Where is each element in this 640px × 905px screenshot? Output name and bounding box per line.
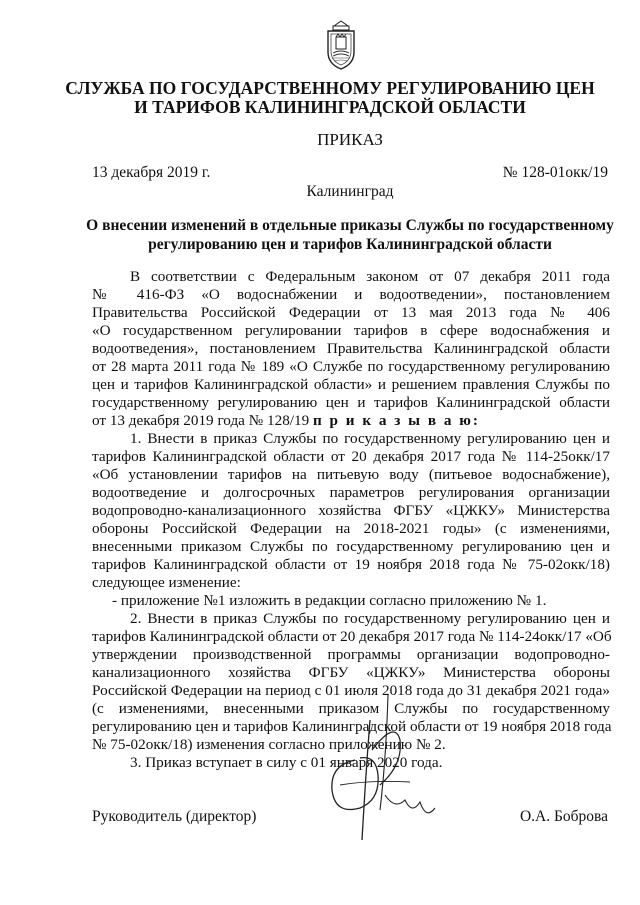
body-line: № 416-ФЗ «О водоснабжении и водоотведении», постановлением bbox=[92, 286, 610, 303]
document-title: ПРИКАЗ bbox=[317, 130, 383, 149]
body-line: 1. Внести в приказ Службы по государственному регулированию цен и bbox=[130, 430, 610, 447]
body-line: канализационного хозяйства ФГБУ «ЦЖКУ» Министерства обороны bbox=[92, 664, 610, 681]
body-line: от 28 марта 2011 года № 189 «О Службе по государственному регулированию bbox=[92, 358, 610, 375]
body-line: «О государственном регулировании тарифов в сфере водоснабжения и bbox=[92, 322, 610, 339]
handwritten-signature bbox=[300, 690, 450, 860]
body-line: Российской Федерации на период с 01 июля 2018 года до 31 декабря 2021 года» bbox=[92, 682, 610, 699]
order-verb: п р и к а з ы в а ю: bbox=[313, 412, 480, 429]
agency-name-line2: И ТАРИФОВ КАЛИНИНГРАДСКОЙ ОБЛАСТИ bbox=[134, 97, 526, 117]
body-line: «Об установлении тарифов на питьевую воду (питьевое водоснабжение), bbox=[92, 466, 610, 483]
order-city: Калининград bbox=[306, 183, 394, 200]
body-list-item: - приложение №1 изложить в редакции согласно приложению № 1. bbox=[112, 592, 547, 609]
body-line: обороны Российской Федерации на 2018-2021 годы» (с изменениями, bbox=[92, 520, 610, 537]
order-subject-line2: регулированию цен и тарифов Калининградской области bbox=[148, 236, 552, 253]
body-text: от 13 декабря 2019 года № 128/19 bbox=[92, 412, 313, 429]
body-line: (с изменениями, внесенными приказом Службы по государственному bbox=[92, 700, 610, 717]
body-line: В соответствии с Федеральным законом от 07 декабря 2011 года bbox=[130, 268, 610, 285]
signer-role: Руководитель (директор) bbox=[92, 808, 257, 825]
body-line: цен и тарифов Калининградской области» и решением правления Службы по bbox=[92, 376, 610, 393]
body-line: 2. Внести в приказ Службы по государственному регулированию цен и bbox=[130, 610, 610, 627]
order-number: № 128-01окк/19 bbox=[502, 164, 608, 181]
body-line: внесенными приказом Службы по государственному регулированию цен и bbox=[92, 538, 610, 555]
coat-of-arms-icon bbox=[324, 20, 358, 70]
signer-name: О.А. Боброва bbox=[519, 808, 608, 825]
body-line: 3. Приказ вступает в силу с 01 января 2020 года. bbox=[130, 754, 443, 771]
body-line-order-verb bbox=[92, 412, 610, 430]
order-date: 13 декабря 2019 г. bbox=[92, 164, 211, 181]
body-line: утверждении производственной программы организации водопроводно- bbox=[92, 646, 610, 663]
body-line: Правительства Российской Федерации от 13 мая 2013 года № 406 bbox=[92, 304, 610, 321]
order-subject-line1: О внесении изменений в отдельные приказы Службы по государственному bbox=[86, 217, 614, 234]
body-line: водоотведение и долгосрочных параметров регулирования организации bbox=[92, 484, 610, 501]
agency-name-line1: СЛУЖБА ПО ГОСУДАРСТВЕННОМУ РЕГУЛИРОВАНИЮ ЦЕН bbox=[65, 78, 595, 98]
body-line: № 75-02окк/18) изменения согласно приложению № 2. bbox=[92, 736, 446, 753]
body-line: водопроводно-канализационного хозяйства ФГБУ «ЦЖКУ» Министерства bbox=[92, 502, 610, 519]
body-line: следующее изменение: bbox=[92, 574, 241, 591]
body-line: тарифов Калининградской области от 20 декабря 2017 года № 114-24окк/17 «Об bbox=[92, 628, 612, 645]
body-line: тарифов Калининградской области от 19 ноября 2018 года № 75-02окк/18) bbox=[92, 556, 610, 573]
body-line: регулированию цен и тарифов Калининградской области от 19 ноября 2018 года bbox=[92, 718, 612, 735]
body-line: тарифов Калининградской области от 20 декабря 2017 года № 114-25окк/17 bbox=[92, 448, 610, 465]
body-line: водоотведения», постановлением Правительства Калининградской области bbox=[92, 340, 610, 357]
body-line: государственному регулированию цен и тарифов Калининградской области bbox=[92, 394, 610, 411]
